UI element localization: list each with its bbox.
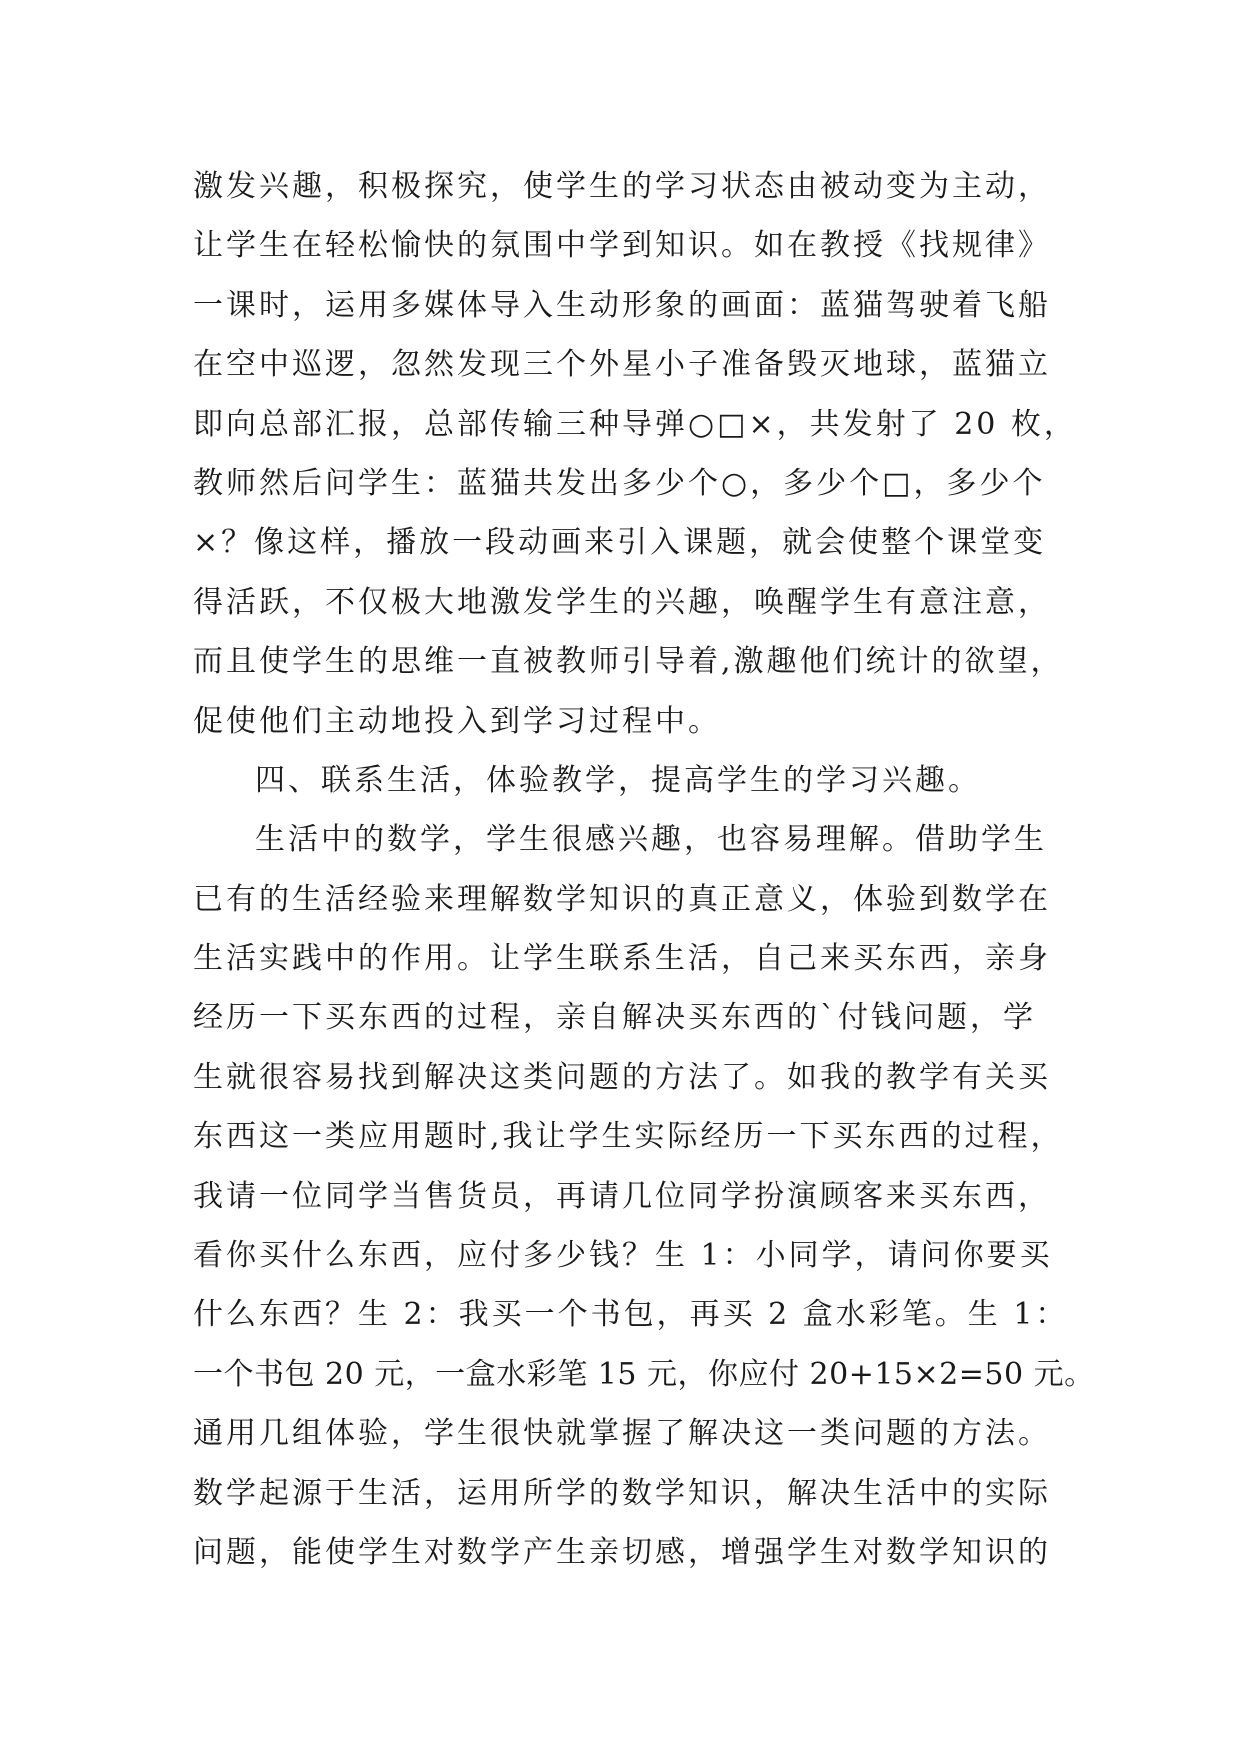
text-line: 看你买什么东西，应付多少钱？生 1：小同学，请问你要买	[193, 1238, 1053, 1274]
text-line: 一课时，运用多媒体导入生动形象的画面：蓝猫驾驶着飞船	[193, 287, 1051, 323]
text-line: 我请一位同学当售货员，再请几位同学扮演顾客来买东西，	[193, 1178, 1051, 1214]
text-line: 生活实践中的作用。让学生联系生活，自己来买东西，亲身	[193, 941, 1051, 977]
body-text	[193, 157, 1095, 1582]
text-line: 促使他们主动地投入到学习过程中。	[193, 703, 721, 739]
text-line: ×？像这样，播放一段动画来引入课题，就会使整个课堂变	[193, 525, 1047, 561]
text-line: 问题，能使学生对数学产生亲切感，增强学生对数学知识的	[193, 1534, 1051, 1570]
text-line: 即向总部汇报，总部传输三种导弹○□×，共发射了 20 枚，	[193, 406, 1077, 442]
text-line: 而且使学生的思维一直被教师引导着,激趣他们统计的欲望，	[193, 644, 1064, 680]
text-line: 让学生在轻松愉快的氛围中学到知识。如在教授《找规律》	[193, 228, 1051, 264]
paragraph-first-line: 生活中的数学，学生很感兴趣，也容易理解。借助学生	[255, 822, 1047, 858]
text-line: 已有的生活经验来理解数学知识的真正意义，体验到数学在	[193, 881, 1051, 917]
text-line: 经历一下买东西的过程，亲自解决买东西的`付钱问题，学	[193, 1000, 1036, 1036]
text-line: 数学起源于生活，运用所学的数学知识，解决生活中的实际	[193, 1475, 1051, 1511]
section-heading: 四、联系生活，体验教学，提高学生的学习兴趣。	[255, 762, 981, 798]
text-line: 得活跃，不仅极大地激发学生的兴趣，唤醒学生有意注意，	[193, 584, 1051, 620]
text-line: 在空中巡逻，忽然发现三个外星小子准备毁灭地球，蓝猫立	[193, 347, 1051, 383]
text-line: 东西这一类应用题时,我让学生实际经历一下买东西的过程，	[193, 1119, 1064, 1155]
text-line: 生就很容易找到解决这类问题的方法了。如我的教学有关买	[193, 1059, 1051, 1095]
text-line: 什么东西？生 2：我买一个书包，再买 2 盒水彩笔。生 1：	[193, 1297, 1069, 1333]
text-line: 通用几组体验，学生很快就掌握了解决这一类问题的方法。	[193, 1416, 1051, 1452]
text-line: 一个书包 20 元，一盒水彩笔 15 元，你应付 20+15×2=50 元。	[193, 1356, 1095, 1392]
text-line: 激发兴趣，积极探究，使学生的学习状态由被动变为主动，	[193, 169, 1051, 204]
text-line: 教师然后问学生：蓝猫共发出多少个○，多少个□，多少个	[193, 465, 1046, 501]
